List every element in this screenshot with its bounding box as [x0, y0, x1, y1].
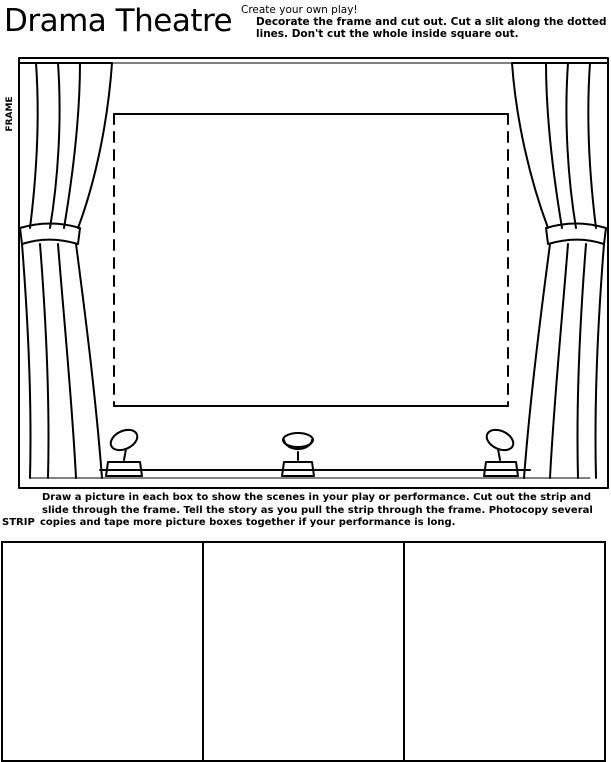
instruction-line-1: Create your own play!	[241, 4, 358, 16]
strip-instructions	[42, 492, 608, 530]
picture-box-3[interactable]	[405, 543, 604, 760]
frame-label-text: FRAME	[5, 96, 15, 132]
spotlight-right	[484, 426, 518, 476]
instruction-line-2: Decorate the frame and cut out. Cut a slit along the dotted lines. Don't cut the whole inside square out.	[256, 16, 607, 40]
spotlight-left	[106, 426, 142, 476]
picture-box-1[interactable]	[3, 543, 204, 760]
page-title: Drama Theatre	[4, 3, 233, 39]
picture-box-2[interactable]	[204, 543, 405, 760]
strip-label: STRIP	[2, 517, 35, 528]
strip-instruction-line-3: copies and tape more picture boxes together if your performance is long.	[40, 517, 456, 528]
strip-instruction-line-2: slide through the frame. Tell the story as you pull the strip through the frame. Photocopy several	[42, 504, 593, 516]
picture-strip	[1, 541, 606, 762]
strip-instruction-line-1: Draw a picture in each box to show the scenes in your play or performance. Cut out the strip and	[42, 492, 591, 503]
left-curtain	[19, 63, 112, 478]
right-curtain	[512, 63, 608, 478]
